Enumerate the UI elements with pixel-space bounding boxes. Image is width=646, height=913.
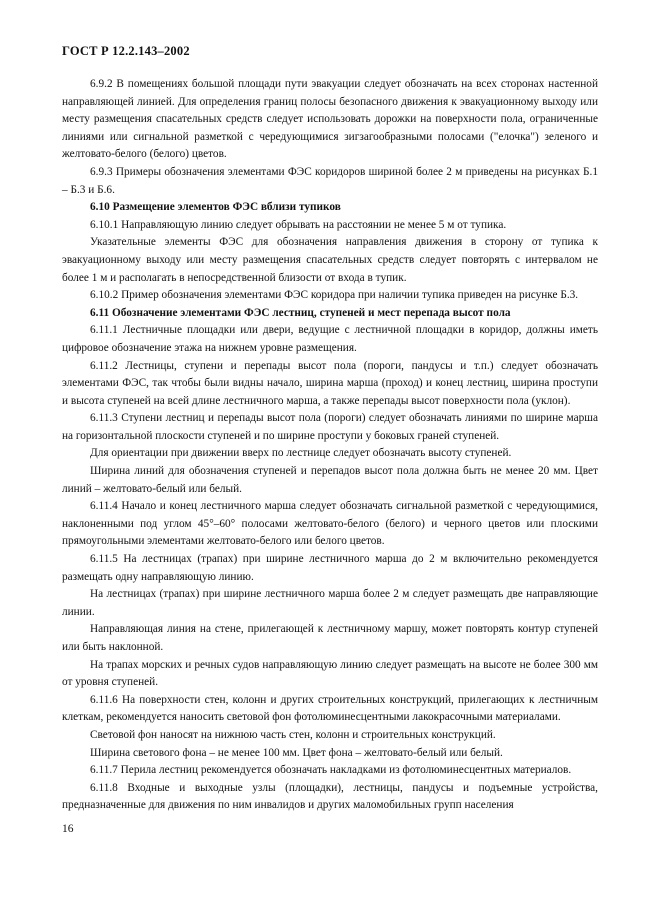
paragraph: 6.11.8 Входные и выходные узлы (площадки), лестницы, пандусы и подъемные устройства, предназначенные для движения по ним инвалидов и других маломобильных групп населения [62,781,598,812]
paragraph: 6.11.5 На лестницах (трапах) при ширине лестничного марша до 2 м включительно рекомендуется размещать одну направляющую линию. [62,553,598,583]
section-heading: 6.11 Обозначение элементами ФЭС лестниц, ступеней и мест перепада высот пола [90,306,511,319]
paragraph: Для ориентации при движении вверх по лестнице следует обозначать высоту ступеней. [90,447,512,460]
paragraph: 6.11.6 На поверхности стен, колонн и других строительных конструкций, прилегающих к лестничным клеткам, рекомендуется наносить световой фон фотолюминесцентными лакокрасочными материалами. [62,693,598,724]
paragraph: На лестницах (трапах) при ширине лестничного марша более 2 м следует размещать две направляющие линии. [62,588,598,618]
paragraph: На трапах морских и речных судов направляющую линию следует размещать на высоте не более 300 мм от уровня ступеней. [62,658,598,689]
paragraph: 6.10.1 Направляющую линию следует обрывать на расстоянии не менее 5 м от тупика. [90,218,507,231]
paragraph: 6.9.3 Примеры обозначения элементами ФЭС коридоров шириной более 2 м приведены на рисунках Б.1 – Б.3 и Б.6. [62,165,598,196]
paragraph: 6.9.2 В помещениях большой площади пути эвакуации следует обозначать на всех сторонах настенной направляющей линией. Для определения границ полосы безопасного движения к эвакуационному выходу или месту размещения спасательных средств следует использовать дорожки на поверхности пола, ограниченные линиями или сигнальной разметкой с чередующимися зигзагообразными полосами ("елочка") зеленого и желтовато-белого (белого) цветов. [62,78,598,161]
paragraph: Ширина линий для обозначения ступеней и перепадов высот пола должна быть не менее 20 мм. Цвет линий – желтовато-белый или белый. [62,465,598,495]
paragraph: Указательные элементы ФЭС для обозначения направления движения в сторону от тупика к эвакуационному выходу или месту размещения спасательных средств следует повторять с интервалом не более 1 м и располагать в непосредственной близости от входа в тупик. [62,236,598,284]
paragraph: Направляющая линия на стене, прилегающей к лестничному маршу, может повторять контур ступеней или быть наклонной. [62,623,598,653]
document-header: ГОСТ Р 12.2.143–2002 [62,44,190,58]
page-number: 16 [62,823,74,835]
paragraph: Световой фон наносят на нижнюю часть стен, колонн и строительных конструкций. [90,728,496,741]
paragraph: 6.11.3 Ступени лестниц и перепады высот пола (пороги) следует обозначать линиями по ширине марша на горизонтальной плоскости ступеней и по ширине проступи у боковых граней ступеней. [62,412,598,442]
paragraph: 6.11.4 Начало и конец лестничного марша следует обозначать сигнальной разметкой с чередующимися, наклоненными под углом 45°–60° полосами желтовато-белого (белого) и черного цветов или плоскими прямоугольными элементами желтовато-белого или белого цветов. [62,500,598,548]
document-body [62,76,598,815]
paragraph: 6.11.2 Лестницы, ступени и перепады высот пола (пороги, пандусы и т.п.) следует обозначать элементами ФЭС, так чтобы были видны начало, ширина марша (проход) и конец лестниц, ширина проступи и высота ступеней на всей длине лестничного марша, а также перепады высот поверхности пола (уклон). [62,359,598,407]
paragraph: 6.10.2 Пример обозначения элементами ФЭС коридора при наличии тупика приведен на рисунке Б.3. [90,289,579,302]
section-heading: 6.10 Размещение элементов ФЭС вблизи тупиков [90,201,341,214]
paragraph: 6.11.1 Лестничные площадки или двери, ведущие с лестничной площадки в коридор, должны иметь цифровое обозначение этажа на нижнем уровне размещения. [62,324,598,354]
paragraph: 6.11.7 Перила лестниц рекомендуется обозначать накладками из фотолюминесцентных материалов. [90,764,572,777]
paragraph: Ширина светового фона – не менее 100 мм. Цвет фона – желтовато-белый или белый. [90,746,503,759]
